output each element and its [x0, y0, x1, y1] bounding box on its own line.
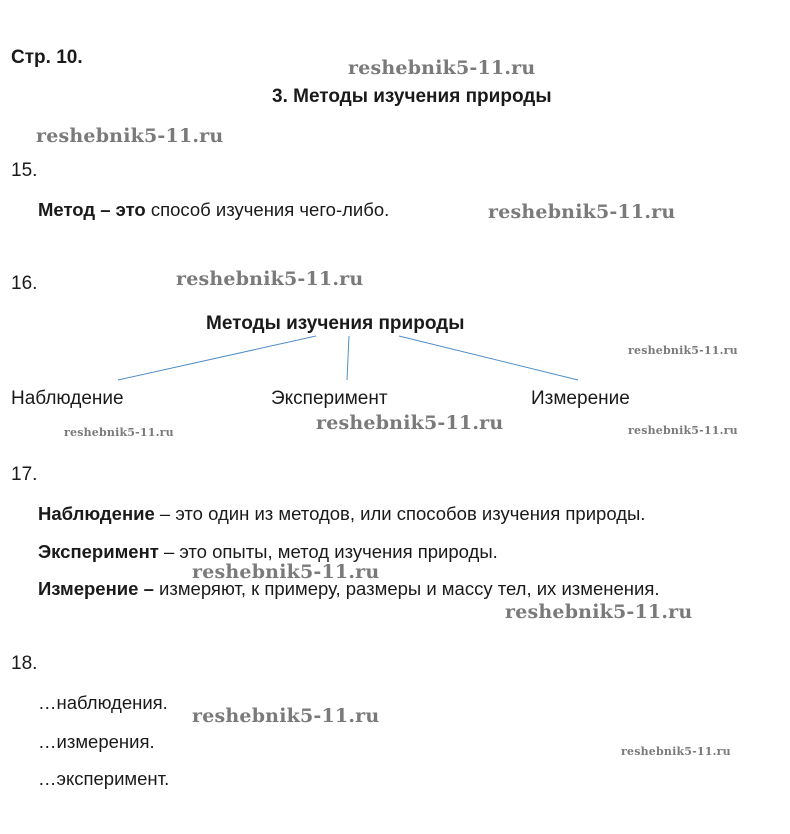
- term-observation: Наблюдение: [38, 503, 155, 524]
- watermark: reshebnik5-11.ru: [176, 268, 364, 290]
- connector-measurement: [399, 336, 578, 380]
- diagram-node-measurement: Измерение: [531, 388, 630, 409]
- answer-item: …измерения.: [38, 731, 155, 752]
- watermark: reshebnik5-11.ru: [64, 426, 174, 439]
- answer-item: …эксперимент.: [38, 768, 170, 789]
- section-title: 3. Методы изучения природы: [272, 86, 552, 107]
- definition-text: – это один из методов, или способов изучения природы.: [154, 503, 646, 524]
- term-experiment: Эксперимент: [38, 541, 159, 562]
- definition-text: измеряют, к примеру, размеры и массу тел, их изменения.: [153, 578, 660, 599]
- question-16-number: 16.: [11, 273, 38, 294]
- answer-item: …наблюдения.: [38, 692, 168, 713]
- page-number: Стр. 10.: [11, 47, 83, 68]
- question-15-number: 15.: [11, 160, 38, 181]
- watermark: reshebnik5-11.ru: [488, 201, 676, 223]
- diagram-node-experiment: Эксперимент: [271, 388, 388, 409]
- definition-observation: [38, 503, 645, 525]
- watermark: reshebnik5-11.ru: [628, 424, 738, 437]
- term-measurement: Измерение –: [38, 578, 154, 599]
- term-method: Метод – это: [38, 199, 146, 220]
- watermark: reshebnik5-11.ru: [192, 561, 380, 583]
- watermark: reshebnik5-11.ru: [348, 57, 536, 79]
- definition-experiment: [38, 541, 498, 563]
- method-definition: способ изучения чего-либо.: [145, 199, 390, 220]
- question-17-number: 17.: [11, 464, 38, 485]
- watermark: reshebnik5-11.ru: [505, 601, 693, 623]
- watermark: reshebnik5-11.ru: [621, 745, 731, 758]
- question-18-number: 18.: [11, 653, 38, 674]
- definition-text: – это опыты, метод изучения природы.: [158, 541, 498, 562]
- watermark: reshebnik5-11.ru: [36, 125, 224, 147]
- watermark: reshebnik5-11.ru: [192, 705, 380, 727]
- diagram-node-observation: Наблюдение: [11, 388, 124, 409]
- diagram-root-node: Методы изучения природы: [206, 313, 465, 334]
- watermark: reshebnik5-11.ru: [628, 344, 738, 357]
- connector-observation: [118, 336, 316, 380]
- connector-experiment: [347, 336, 349, 380]
- watermark: reshebnik5-11.ru: [316, 412, 504, 434]
